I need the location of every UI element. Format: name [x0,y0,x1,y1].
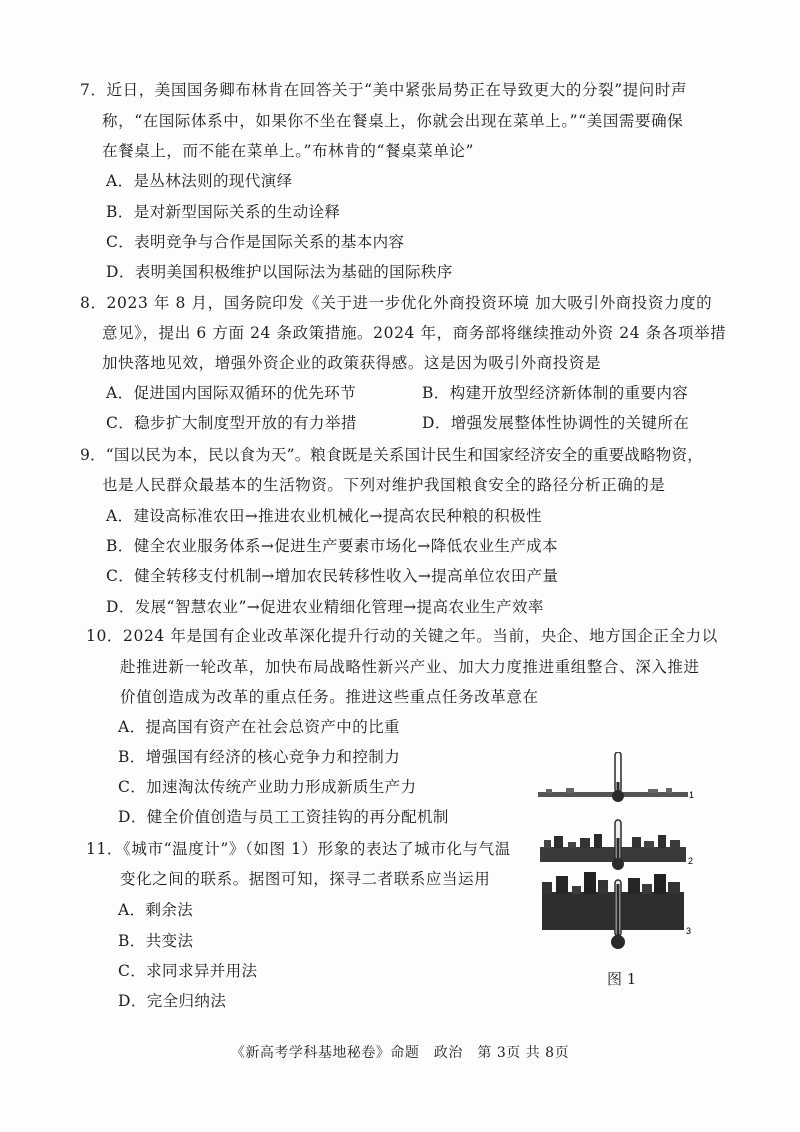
page-footer: 《新高考学科基地秘卷》命题 政治 第 3页 共 8页 [230,1045,570,1061]
question-9-stem-line-2: 也是人民群众最基本的生活物资。下列对维护我国粮食安全的路径分析正确的是 [102,476,666,494]
question-9-option-c: C．健全转移支付机制→增加农民转移性收入→提高单位农田产量 [106,567,559,585]
question-11-option-d: D．完全归纳法 [118,992,227,1010]
panel-3-label: 3 [686,926,692,936]
question-10-option-d: D．健全价值创造与员工工资挂钩的再分配机制 [118,808,449,826]
panel-1-label: 1 [689,790,695,800]
question-8-option-d: D．增强发展整体性协调性的关键所在 [422,414,690,432]
question-9-option-b: B．健全农业服务体系→促进生产要素市场化→降低农业生产成本 [106,537,558,555]
question-8-stem-line-1: 8．2023 年 8 月，国务院印发《关于进一步优化外商投资环境 加大吸引外商投资力度的 [80,294,713,312]
question-11-option-b: B．共变法 [118,932,194,950]
question-9-option-a: A．建设高标准农田→推进农业机械化→提高农民种粮的积极性 [106,507,542,525]
panel-1 [538,752,694,802]
question-11-stem-line-2: 变化之间的联系。据图可知，探寻二者联系应当运用 [120,870,491,888]
city-thermometer-figure [536,752,716,992]
question-9-option-d: D．发展“智慧农业”→促进农业精细化管理→提高农业生产效率 [106,598,544,616]
panel-3 [542,872,691,949]
question-7-option-c: C．表明竞争与合作是国际关系的基本内容 [106,233,405,251]
question-11-stem-line-1: 11．《城市“温度计”》（如图 1）形象的表达了城市化与气温 [86,840,511,858]
question-11-option-a: A．剩余法 [118,901,194,919]
question-7-stem-line-2: 称，“在国际体系中，如果你不坐在餐桌上，你就会出现在菜单上。”“美国需要确保 [102,112,684,130]
question-10-stem-line-1: 10．2024 年是国有企业改革深化提升行动的关键之年。当前，央企、地方国企正全力以 [86,627,718,645]
question-10-option-a: A．提高国有资产在社会总资产中的比重 [118,718,400,736]
question-7-stem-line-3: 在餐桌上，而不能在菜单上。”布林肯的“餐桌菜单论” [102,142,475,160]
question-8-option-a: A．促进国内国际双循环的优先环节 [106,384,357,402]
question-11-option-c: C．求同求异并用法 [118,962,258,980]
question-7-stem-line-1: 7．近日，美国国务卿布林肯在回答关于“美中紧张局势正在导致更大的分裂”提问时声 [80,81,688,99]
panel-2 [540,820,693,870]
question-7-option-d: D．表明美国积极维护以国际法为基础的国际秩序 [106,263,453,281]
panel-3-skyline [542,892,684,930]
figure-1-caption: 图 1 [607,970,637,988]
question-10-stem-line-2: 赴推进新一轮改革，加快布局战略性新兴产业、加大力度推进重组整合、深入推进 [120,658,700,676]
panel-2-label: 2 [688,856,694,866]
question-10-option-b: B．增强国有经济的核心竞争力和控制力 [118,748,401,766]
question-7-option-a: A．是丛林法则的现代演绎 [106,172,293,190]
question-8-stem-line-3: 加快落地见效，增强外资企业的政策获得感。这是因为吸引外商投资是 [102,354,602,372]
question-8-option-c: C．稳步扩大制度型开放的有力举措 [106,414,357,432]
panel-2-skyline [540,847,686,862]
question-9-stem-line-1: 9．“国以民为本，民以食为天”。粮食既是关系国计民生和国家经济安全的重要战略物资， [80,446,703,464]
question-10-option-c: C．加速淘汰传统产业助力形成新质生产力 [118,778,417,796]
figure-1-illustration [536,752,716,992]
question-7-option-b: B．是对新型国际关系的生动诠释 [106,203,341,221]
question-8-option-b: B．构建开放型经济新体制的重要内容 [422,384,689,402]
question-10-stem-line-3: 价值创造成为改革的重点任务。推进这些重点任务改革意在 [120,688,539,706]
question-8-stem-line-2: 意见》，提出 6 方面 24 条政策措施。2024 年，商务部将继续推动外资 24 条各项举措 [102,324,727,342]
